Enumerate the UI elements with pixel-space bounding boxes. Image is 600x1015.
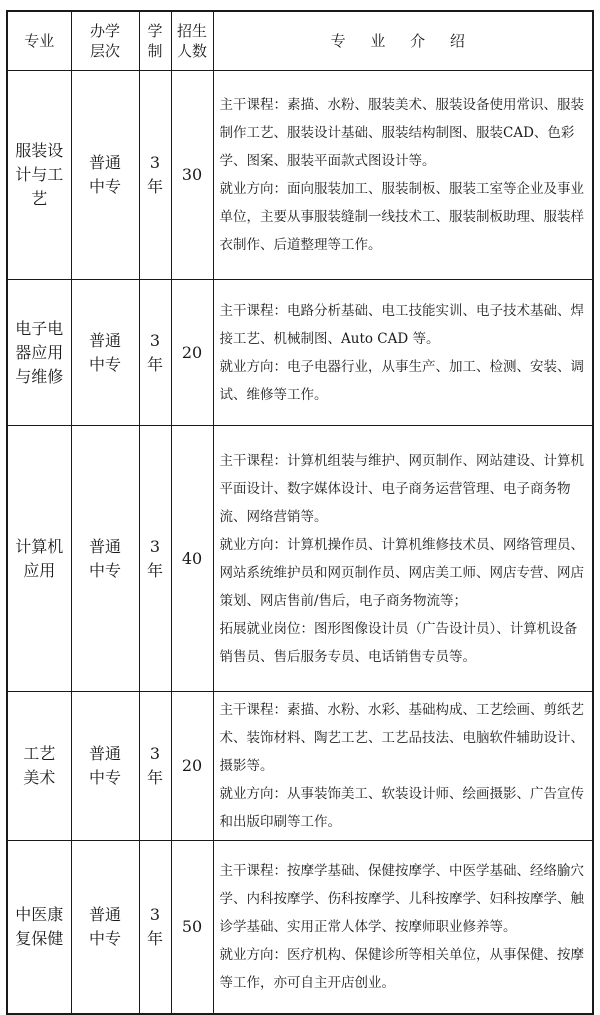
years-cell: 3 年 [139,71,171,280]
intro-cell [213,71,593,280]
intro-cell [213,692,593,841]
intro-paragraph: 主干课程：电路分析基础、电工技能实训、电子技术基础、焊接工艺、机械制图、Auto CAD 等。 [219,302,584,347]
major-cell: 工艺 美术 [7,692,71,841]
enroll-cell: 40 [171,426,213,692]
intro-paragraph: 拓展就业岗位：图形图像设计员（广告设计员）、计算机设备销售员、售后服务专员、电话销售专员等。 [219,620,578,665]
level-cell: 普通 中专 [71,692,139,841]
table-row [7,841,593,1014]
intro-paragraph: 主干课程：素描、水粉、服装美术、服装设备使用常识、服装制作工艺、服装设计基础、服装结构制图、服装CAD、色彩学、图案、服装平面款式图设计等。 [219,97,584,169]
enroll-cell: 30 [171,71,213,280]
header-level: 办学 层次 [71,11,139,71]
enroll-cell: 20 [171,692,213,841]
header-enroll: 招生 人数 [171,11,213,71]
years-cell: 3 年 [139,426,171,692]
intro-paragraph: 主干课程：素描、水粉、水彩、基础构成、工艺绘画、剪纸艺术、装饰材料、陶艺工艺、工艺品技法、电脑软件辅助设计、摄影等。 [219,702,584,774]
header-intro: 专 业 介 绍 [213,11,593,71]
table-row [7,426,593,692]
level-cell: 普通 中专 [71,426,139,692]
major-cell: 计算机 应用 [7,426,71,692]
intro-paragraph: 就业方向：面向服装加工、服装制板、服装工室等企业及事业单位，主要从事服装缝制一线技术工、服装制板助理、服装样衣制作、后道整理等工作。 [219,181,584,253]
intro-cell [213,426,593,692]
intro-paragraph: 就业方向：电子电器行业，从事生产、加工、检测、安装、调试、维修等工作。 [219,358,584,403]
header-row [7,11,593,71]
intro-paragraph: 就业方向：计算机操作员、计算机维修技术员、网络管理员、网站系统维护员和网页制作员、网店美工师、网店专营、网店策划、网店售前/售后，电子商务物流等； [219,536,584,609]
header-years: 学 制 [139,11,171,71]
major-cell: 电子电 器应用 与维修 [7,280,71,426]
intro-cell [213,841,593,1014]
enroll-cell: 50 [171,841,213,1014]
intro-paragraph: 就业方向：从事装饰美工、软装设计师、绘画摄影、广告宣传和出版印刷等工作。 [219,786,584,830]
table-row [7,71,593,280]
intro-paragraph: 就业方向：医疗机构、保健诊所等相关单位，从事保健、按摩等工作，亦可自主开店创业。 [219,946,584,991]
header-major: 专业 [7,11,71,71]
major-cell: 服装设 计与工 艺 [7,71,71,280]
intro-paragraph: 主干课程：计算机组装与维护、网页制作、网站建设、计算机平面设计、数字媒体设计、电子商务运营管理、电子商务物流、网络营销等。 [219,452,584,525]
enroll-cell: 20 [171,280,213,426]
table-row [7,280,593,426]
intro-paragraph: 主干课程：按摩学基础、保健按摩学、中医学基础、经络腧穴学、内科按摩学、伤科按摩学、儿科按摩学、妇科按摩学、触诊学基础、实用正常人体学、按摩师职业修养等。 [219,862,584,935]
level-cell: 普通 中专 [71,841,139,1014]
years-cell: 3 年 [139,692,171,841]
table-row [7,692,593,841]
intro-cell [213,280,593,426]
level-cell: 普通 中专 [71,280,139,426]
years-cell: 3 年 [139,841,171,1014]
years-cell: 3 年 [139,280,171,426]
level-cell: 普通 中专 [71,71,139,280]
major-cell: 中医康 复保健 [7,841,71,1014]
majors-table [6,10,594,1015]
